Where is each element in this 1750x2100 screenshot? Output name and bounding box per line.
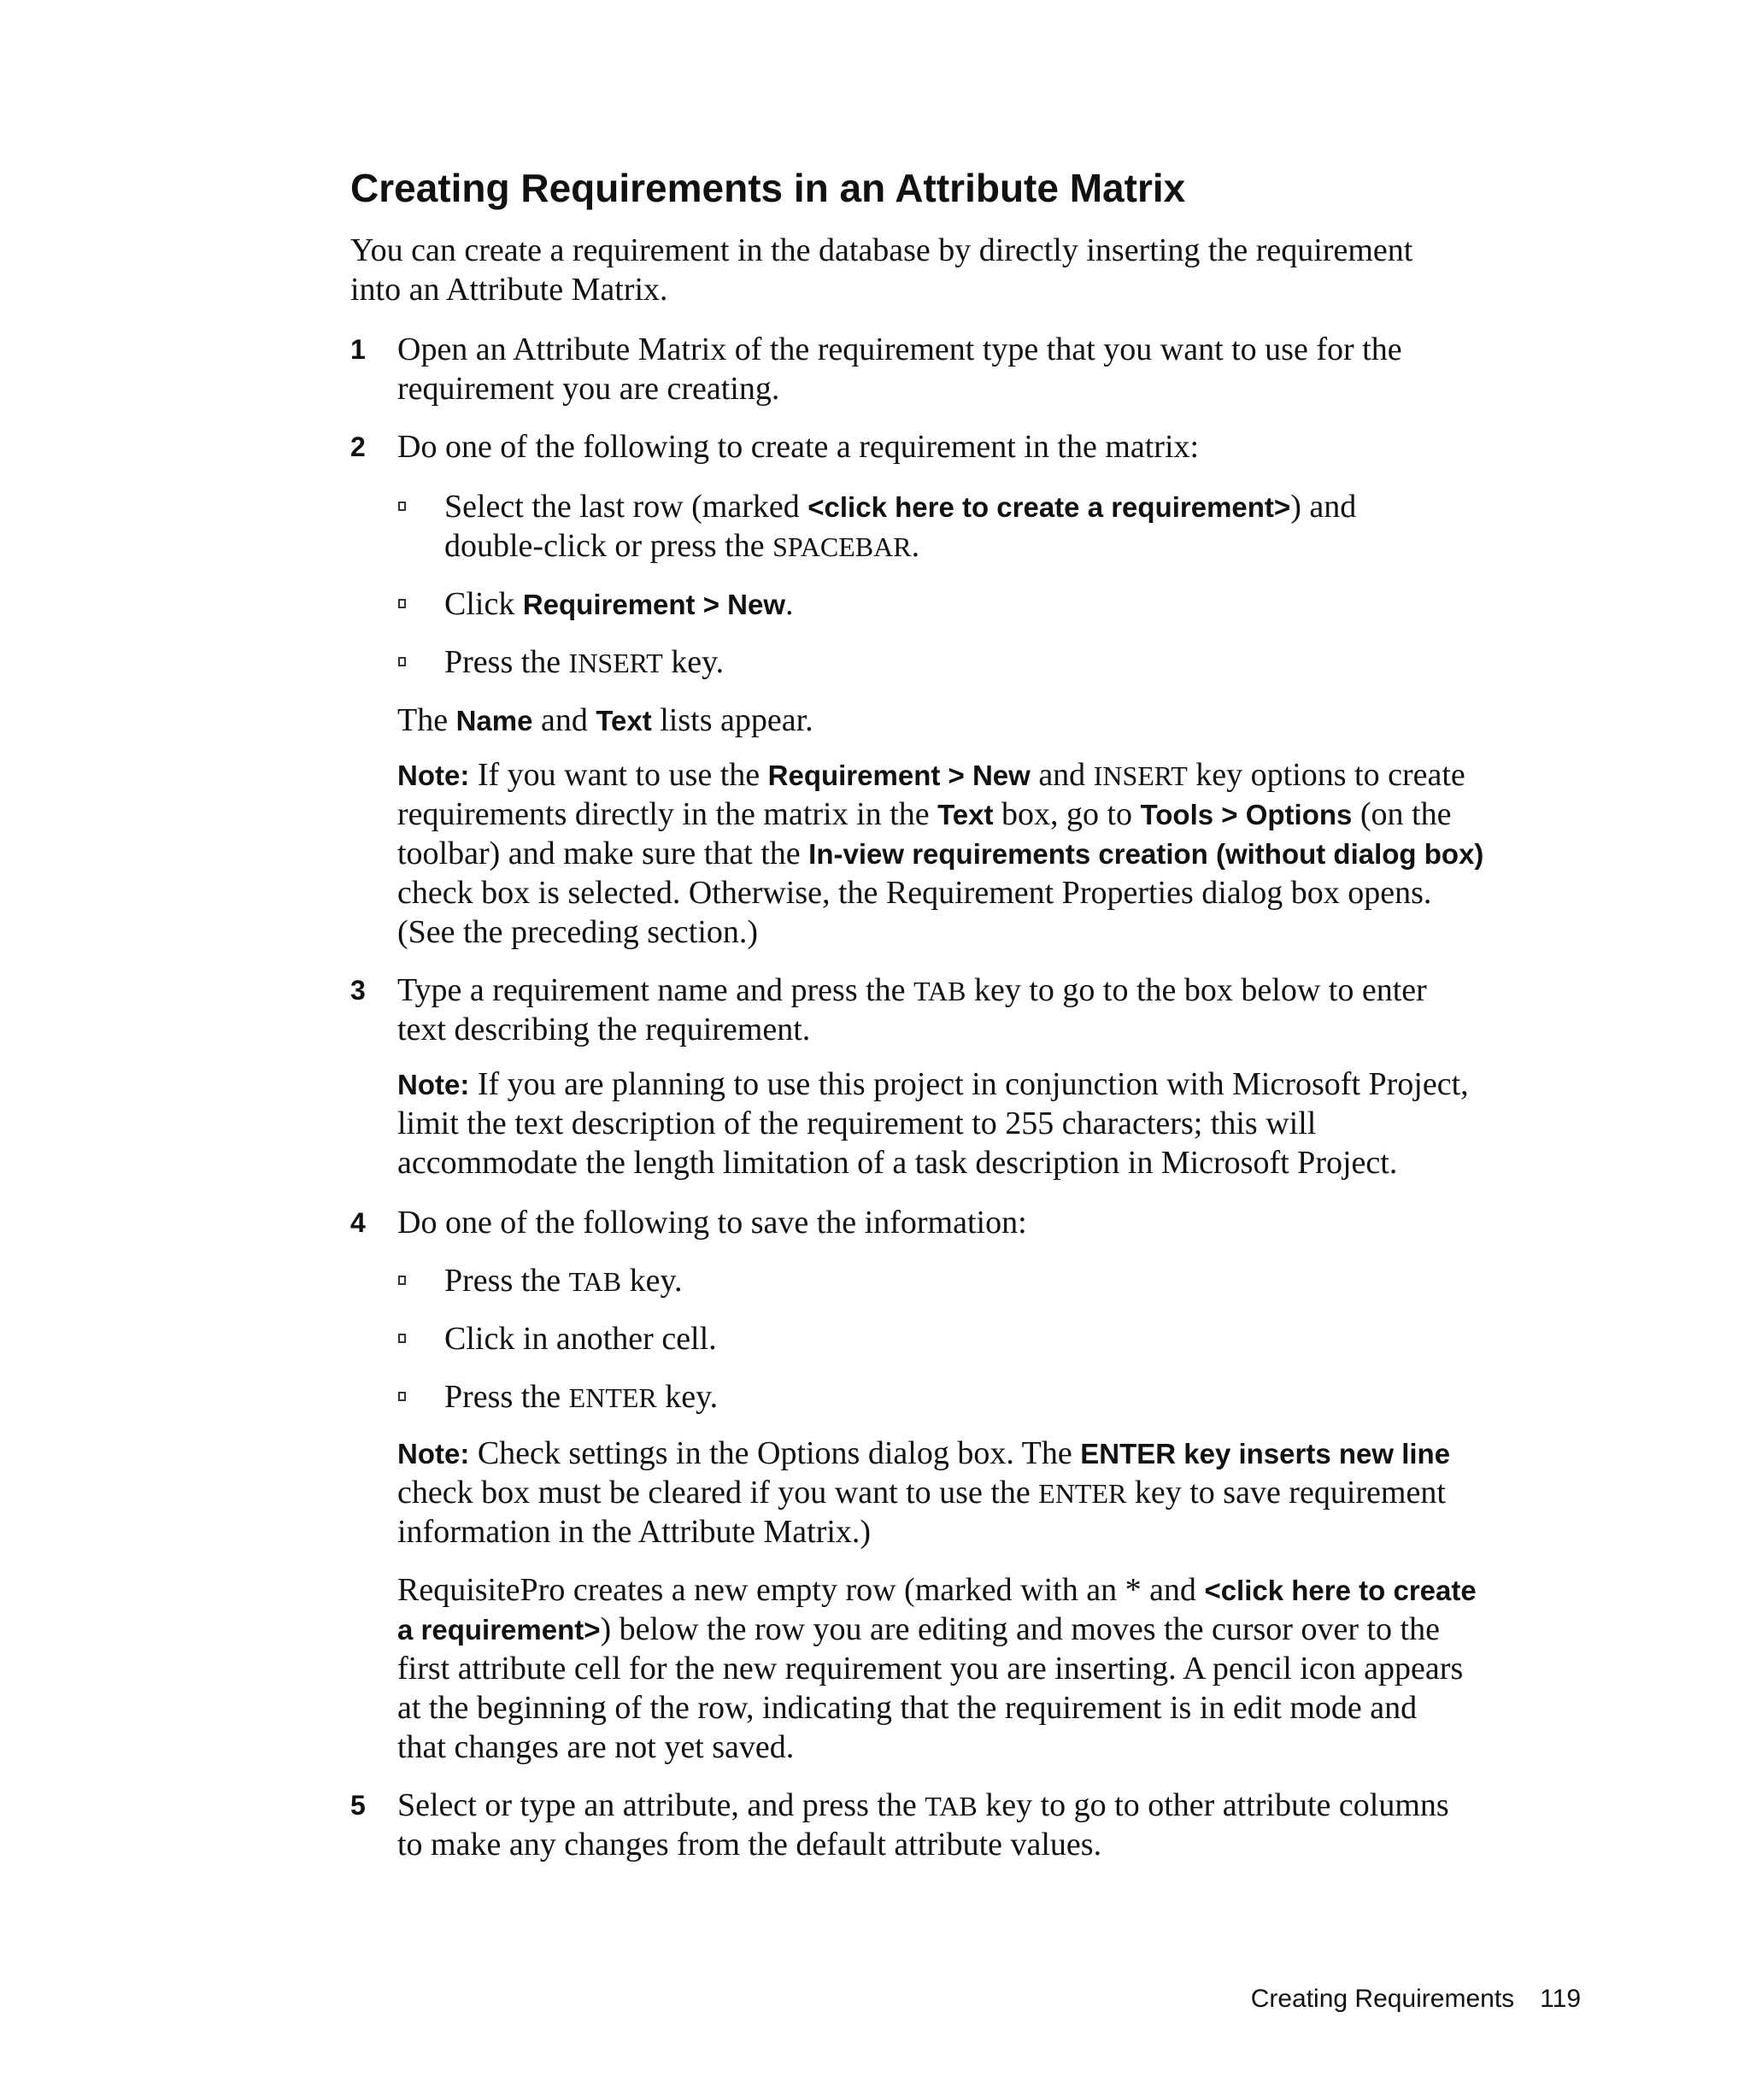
key-name: TAB [913, 976, 966, 1006]
step-4-bullet-2: Click in another cell. [444, 1321, 717, 1357]
step-4-note-line-2: check box must be cleared if you want to use the ENTER key to save requirement [397, 1475, 1446, 1510]
step-2-text: Do one of the following to create a requirement in the matrix: [397, 429, 1200, 465]
step-4-note-line-3: information in the Attribute Matrix.) [397, 1514, 872, 1550]
step-2-bullet-3: Press the INSERT key. [444, 644, 725, 680]
footer-section-title: Creating Requirements [1250, 1985, 1515, 2013]
section-heading: Creating Requirements in an Attribute Matrix [350, 166, 1186, 210]
step-3-note-line-3: accommodate the length limitation of a task description in Microsoft Project. [397, 1145, 1398, 1181]
key-name: TAB [568, 1266, 622, 1297]
note-label: Note: [397, 1438, 470, 1469]
step-1-number: 1 [350, 334, 366, 365]
step-4-text: Do one of the following to save the information: [397, 1205, 1027, 1241]
step-3-number: 3 [350, 975, 366, 1006]
step-4-note-line-1: Note: Check settings in the Options dialog box. The ENTER key inserts new line [397, 1435, 1451, 1471]
step-2-lists-appear: The Name and Text lists appear. [397, 702, 813, 738]
step-4-para-line-3: first attribute cell for the new requirement you are inserting. A pencil icon appears [397, 1651, 1464, 1686]
step-3-line-2: text describing the requirement. [397, 1012, 811, 1047]
step-2-note-line-5: (See the preceding section.) [397, 914, 759, 950]
step-3-note-line-2: limit the text description of the requirement to 255 characters; this will [397, 1106, 1317, 1141]
intro-line-2: into an Attribute Matrix. [350, 272, 668, 308]
step-4-para-line-1: RequisitePro creates a new empty row (marked with an * and <click here to create [397, 1572, 1477, 1608]
key-name: ENTER [568, 1382, 657, 1413]
step-3-note-line-1: Note: If you are planning to use this project in conjunction with Microsoft Project, [397, 1066, 1469, 1102]
step-5-number: 5 [350, 1790, 366, 1821]
bullet-icon [398, 1276, 406, 1285]
bullet-icon [398, 1392, 406, 1401]
step-5-line-1: Select or type an attribute, and press the TAB key to go to other attribute columns [397, 1787, 1449, 1823]
note-label: Note: [397, 1069, 470, 1100]
step-3-line-1: Type a requirement name and press the TAB key to go to the box below to enter [397, 972, 1427, 1008]
step-1-line-1: Open an Attribute Matrix of the requirement type that you want to use for the [397, 331, 1402, 367]
step-4-number: 4 [350, 1207, 366, 1238]
page-number: 119 [1540, 1985, 1581, 2013]
step-4-para-line-4: at the beginning of the row, indicating that the requirement is in edit mode and [397, 1690, 1418, 1726]
bullet-icon [398, 502, 406, 511]
step-4-para-line-2: a requirement>) below the row you are editing and moves the cursor over to the [397, 1611, 1440, 1647]
key-name: SPACEBAR [772, 531, 912, 562]
intro-line-1: You can create a requirement in the database by directly inserting the requirement [350, 232, 1413, 268]
step-1-line-2: requirement you are creating. [397, 371, 780, 407]
key-name: TAB [925, 1791, 978, 1821]
ui-label-bold: <click here to create a requirement> [807, 491, 1291, 523]
bullet-icon [398, 599, 406, 608]
step-2-note-line-3: toolbar) and make sure that the In-view requirements creation (without dialog box) [397, 836, 1484, 871]
note-label: Note: [397, 760, 470, 791]
step-4-para-line-5: that changes are not yet saved. [397, 1729, 795, 1765]
step-5-line-2: to make any changes from the default attribute values. [397, 1827, 1102, 1862]
page-footer [1196, 1982, 1581, 2016]
step-2-bullet-2: Click Requirement > New. [444, 586, 794, 622]
bullet-icon [398, 657, 406, 666]
step-4-bullet-3: Press the ENTER key. [444, 1379, 719, 1415]
bullet-icon [398, 1334, 406, 1343]
step-2-number: 2 [350, 431, 366, 462]
menu-path-bold: Requirement > New [522, 589, 785, 620]
step-2-bullet-1-line-1: Select the last row (marked <click here to create a requirement>) and [444, 489, 1357, 525]
step-4-bullet-1: Press the TAB key. [444, 1263, 683, 1299]
key-name: INSERT [568, 648, 663, 678]
step-2-note-line-4: check box is selected. Otherwise, the Requirement Properties dialog box opens. [397, 875, 1432, 911]
step-2-note-line-1: Note: If you want to use the Requirement > New and INSERT key options to create [397, 757, 1465, 793]
step-2-note-line-2: requirements directly in the matrix in the Text box, go to Tools > Options (on the [397, 796, 1452, 832]
step-2-bullet-1-line-2: double-click or press the SPACEBAR. [444, 528, 920, 564]
